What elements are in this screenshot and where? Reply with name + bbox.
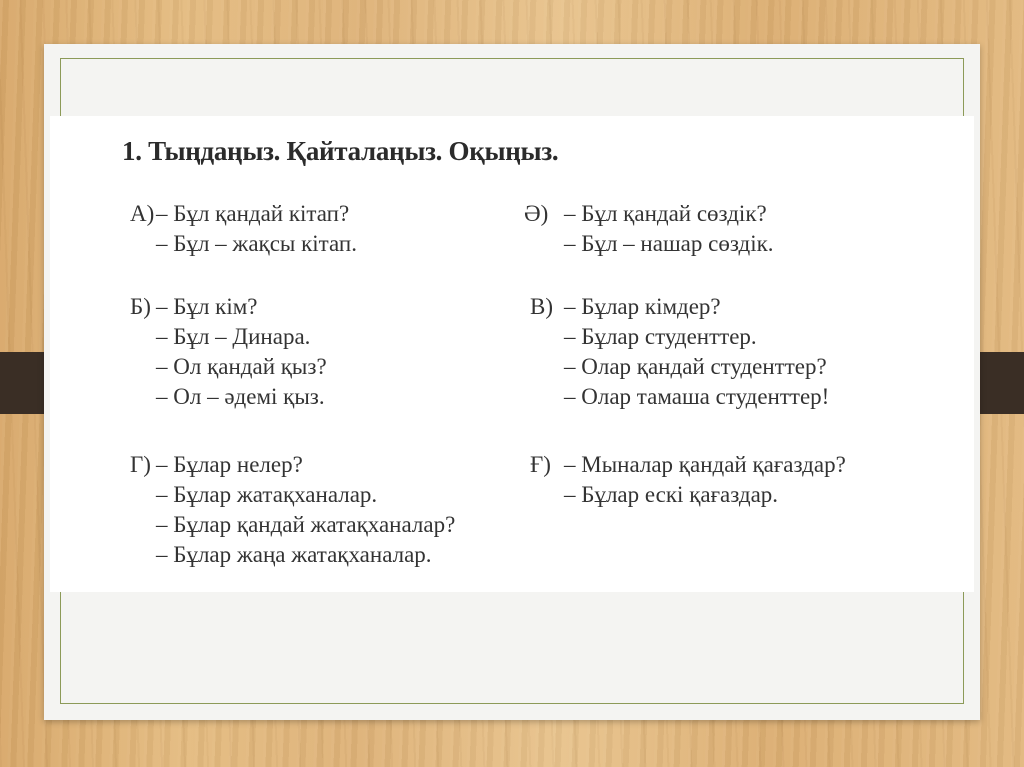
dialogue-line: – Олар тамаша студенттер! bbox=[564, 384, 830, 409]
dialogue-line: – Бұлар студенттер. bbox=[564, 324, 757, 349]
dialogue-line: – Бұлар жатақханалар. bbox=[156, 482, 378, 507]
dialogue-line: – Бұл қандай сөздік? bbox=[564, 201, 767, 226]
dialogue-line: – Бұл – жақсы кітап. bbox=[156, 231, 357, 256]
dialogue-line: – Бұлар қандай жатақханалар? bbox=[156, 512, 456, 537]
exercise-heading: 1. Тыңдаңыз. Қайталаңыз. Оқыңыз. bbox=[122, 136, 559, 166]
dialogue-line: – Бұл қандай кітап? bbox=[156, 201, 350, 226]
dialogue-label: Г) bbox=[130, 452, 151, 477]
dialogue-line: – Бұлар ескі қағаздар. bbox=[564, 482, 779, 507]
background-band-right bbox=[976, 352, 1024, 414]
dialogue-label: Ғ) bbox=[530, 452, 551, 477]
dialogue-label: Ә) bbox=[524, 201, 549, 226]
exercise-image bbox=[50, 116, 974, 592]
dialogue-label: В) bbox=[530, 294, 553, 319]
dialogue-line: – Бұл – Динара. bbox=[156, 324, 311, 349]
dialogue-line: – Бұлар жаңа жатақханалар. bbox=[156, 542, 432, 567]
dialogue-line: – Бұлар нелер? bbox=[156, 452, 303, 477]
dialogue-label: Б) bbox=[130, 294, 151, 319]
dialogue-line: – Бұл кім? bbox=[156, 294, 258, 319]
dialogue-line: – Ол – әдемі қыз. bbox=[156, 384, 325, 409]
dialogue-line: – Олар қандай студенттер? bbox=[564, 354, 827, 379]
dialogue-line: – Бұл – нашар сөздік. bbox=[564, 231, 774, 256]
dialogue-label: А) bbox=[130, 201, 155, 226]
dialogue-line: – Мыналар қандай қағаздар? bbox=[564, 452, 846, 477]
dialogue-line: – Бұлар кімдер? bbox=[564, 294, 721, 319]
dialogue-line: – Ол қандай қыз? bbox=[156, 354, 327, 379]
background-band-left bbox=[0, 352, 48, 414]
